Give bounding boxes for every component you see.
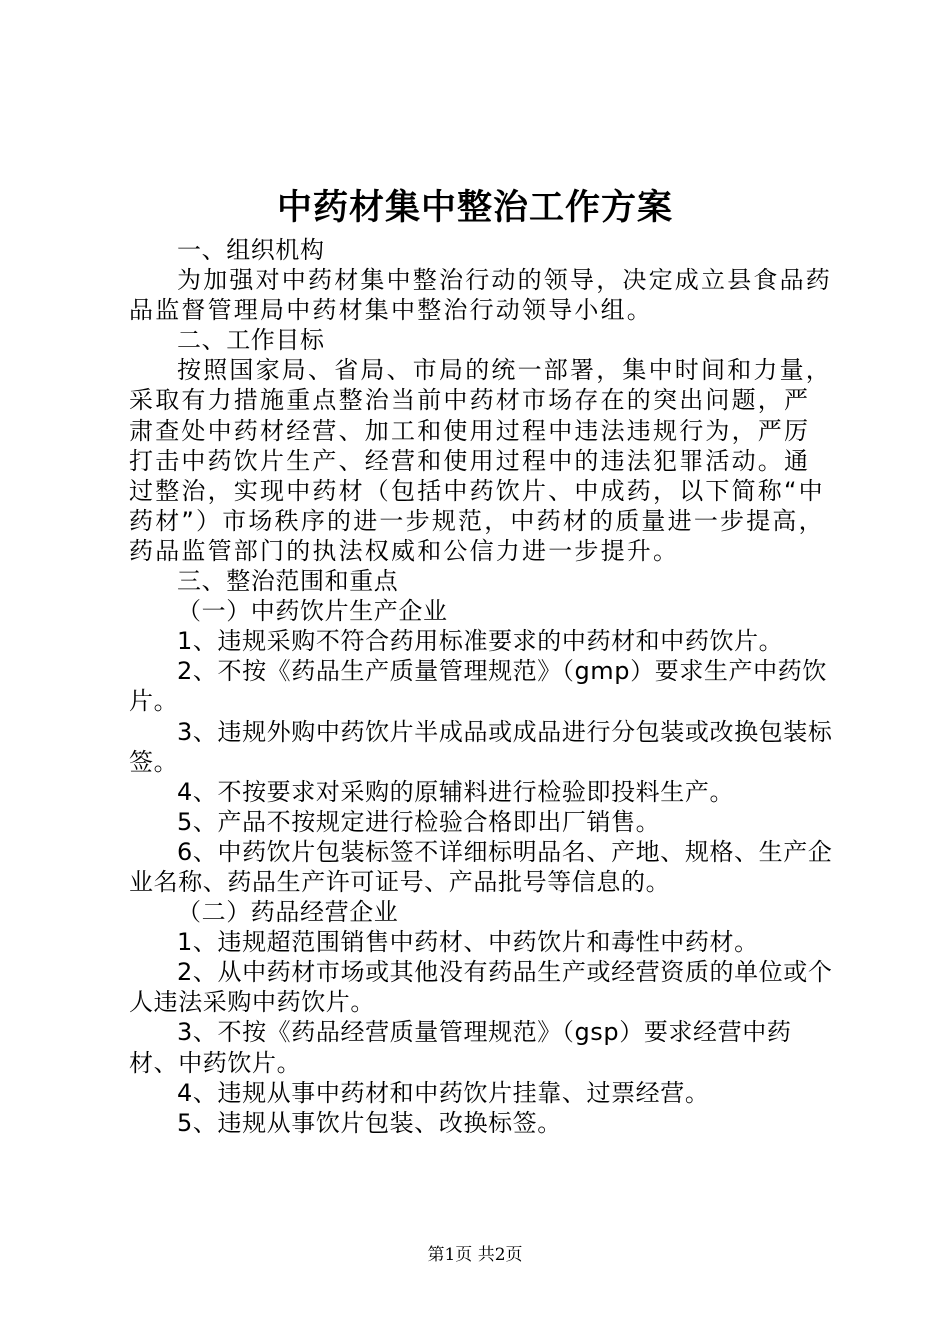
paragraph: 为加强对中药材集中整治行动的领导，决定成立县食品药品监督管理局中药材集中整治行动领导小组。 (129, 266, 832, 325)
subsection-heading: （一）中药饮片生产企业 (177, 597, 448, 626)
list-item: 2、从中药材市场或其他没有药品生产或经营资质的单位或个人违法采购中药饮片。 (129, 958, 833, 1017)
paragraph: 按照国家局、省局、市局的统一部署，集中时间和力量，采取有力措施重点整治当前中药材市场存在的突出问题，严肃查处中药材经营、加工和使用过程中违法违规行为，严厉打击中药饮片生产、经营和使用过程中的违法犯罪活动。通过整治，实现中药材（包括中药饮片、中成药，以下简称“中药材”）市场秩序的进一步规范，中药材的质量进一步提高，药品监管部门的执法权威和公信力进一步提升。 (129, 356, 832, 565)
list-item: 3、不按《药品经营质量管理规范》（gsp）要求经营中药材、中药饮片。 (129, 1018, 792, 1077)
section-heading: 一、组织机构 (177, 236, 325, 264)
page-number-footer: 第1页 共2页 (427, 1245, 523, 1265)
list-item: 5、产品不按规定进行检验合格即出厂销售。 (177, 807, 661, 836)
list-item: 1、违规超范围销售中药材、中药饮片和毒性中药材。 (177, 928, 759, 957)
list-item: 6、中药饮片包装标签不详细标明品名、产地、规格、生产企业名称、药品生产许可证号、产品批号等信息的。 (129, 837, 833, 896)
list-item: 2、不按《药品生产质量管理规范》（gmp）要求生产中药饮片。 (129, 657, 827, 716)
document-title: 中药材集中整治工作方案 (276, 187, 673, 228)
subsection-heading: （二）药品经营企业 (177, 898, 399, 927)
list-item: 5、违规从事饮片包装、改换标签。 (177, 1108, 562, 1137)
list-item: 1、违规采购不符合药用标准要求的中药材和中药饮片。 (177, 627, 784, 656)
section-heading: 三、整治范围和重点 (177, 567, 399, 596)
list-item: 4、违规从事中药材和中药饮片挂靠、过票经营。 (177, 1078, 710, 1107)
section-heading: 二、工作目标 (177, 326, 325, 355)
list-item: 3、违规外购中药饮片半成品或成品进行分包装或改换包装标签。 (129, 717, 833, 776)
document-body (129, 235, 833, 1138)
list-item: 4、不按要求对采购的原辅料进行检验即投料生产。 (177, 777, 735, 806)
